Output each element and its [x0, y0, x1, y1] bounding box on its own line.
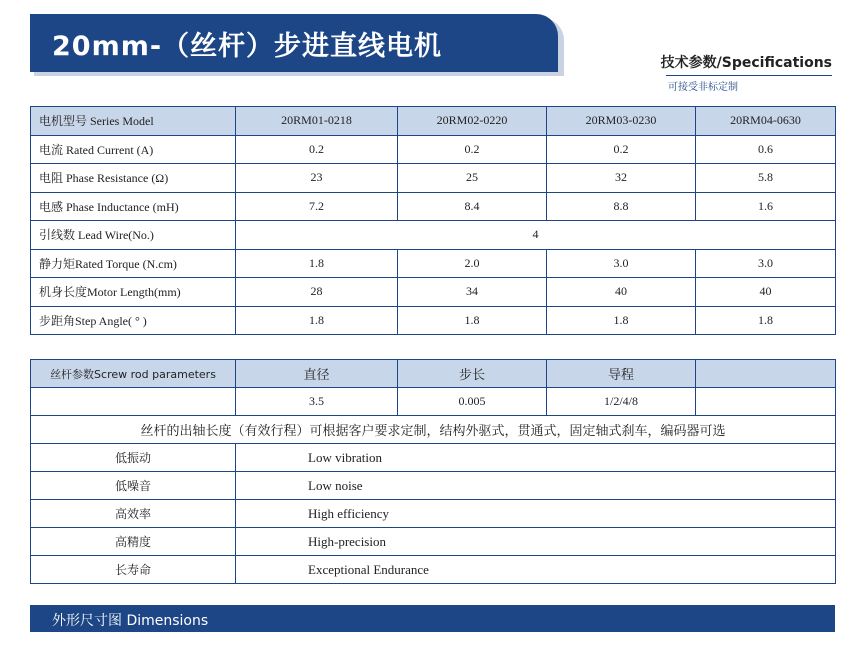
column-header: 20RM02-0220: [398, 107, 547, 136]
column-header: 丝杆参数Screw rod parameters: [31, 360, 236, 388]
row-label: 电阻 Phase Resistance (Ω): [31, 164, 236, 193]
specifications-divider: [666, 75, 832, 76]
table-cell: 8.8: [547, 192, 696, 221]
table-row: [31, 278, 836, 307]
table-cell: 7.2: [236, 192, 398, 221]
feature-row: [31, 500, 836, 528]
spec-table-header-row: [31, 107, 836, 136]
table-cell: 0.2: [398, 135, 547, 164]
table-row: [31, 306, 836, 335]
feature-row: [31, 444, 836, 472]
table-row: [31, 135, 836, 164]
screw-table-header-row: [31, 360, 836, 388]
table-cell: [696, 388, 836, 416]
table-cell: 3.0: [547, 249, 696, 278]
table-cell: 3.5: [236, 388, 398, 416]
table-cell: 40: [547, 278, 696, 307]
feature-label: 长寿命: [31, 556, 236, 584]
table-cell: 0.6: [696, 135, 836, 164]
screw-rod-table: [30, 359, 836, 584]
column-header: 步长: [398, 360, 547, 388]
table-cell: 0.2: [236, 135, 398, 164]
feature-row: [31, 556, 836, 584]
feature-value: Low vibration: [236, 444, 836, 472]
table-row: [31, 164, 836, 193]
table-cell: 2.0: [398, 249, 547, 278]
page-title: 20mm-（丝杆）步进直线电机: [52, 31, 443, 62]
table-cell: 1.8: [696, 306, 836, 335]
row-label: 静力矩Rated Torque (N.cm): [31, 249, 236, 278]
table-cell: 3.0: [696, 249, 836, 278]
feature-label: 高精度: [31, 528, 236, 556]
column-header: [696, 360, 836, 388]
table-cell: [31, 388, 236, 416]
row-label: 电流 Rated Current (A): [31, 135, 236, 164]
spec-table: [30, 106, 836, 335]
specifications-heading: 技术参数/Specifications: [660, 55, 832, 71]
customization-note: 丝杆的出轴长度（有效行程）可根据客户要求定制，结构外驱式，贯通式，固定轴式刹车，编码器可选: [31, 416, 836, 444]
table-row: [31, 192, 836, 221]
table-cell: 25: [398, 164, 547, 193]
feature-value: High efficiency: [236, 500, 836, 528]
table-row: [31, 416, 836, 444]
table-row: [31, 388, 836, 416]
table-cell: 32: [547, 164, 696, 193]
row-label: 机身长度Motor Length(mm): [31, 278, 236, 307]
feature-label: 低振动: [31, 444, 236, 472]
table-cell: 1.8: [236, 249, 398, 278]
feature-value: Exceptional Endurance: [236, 556, 836, 584]
specifications-subtitle: 可接受非标定制: [668, 82, 738, 93]
feature-row: [31, 472, 836, 500]
table-cell: 5.8: [696, 164, 836, 193]
table-cell: 23: [236, 164, 398, 193]
table-cell-merged: 4: [236, 221, 836, 250]
feature-value: Low noise: [236, 472, 836, 500]
table-cell: 0.2: [547, 135, 696, 164]
row-label: 引线数 Lead Wire(No.): [31, 221, 236, 250]
table-cell: 1/2/4/8: [547, 388, 696, 416]
table-cell: 0.005: [398, 388, 547, 416]
table-row: [31, 249, 836, 278]
table-cell: 28: [236, 278, 398, 307]
table-cell: 1.6: [696, 192, 836, 221]
table-cell: 40: [696, 278, 836, 307]
table-cell: 34: [398, 278, 547, 307]
table-cell: 1.8: [547, 306, 696, 335]
column-header: 20RM03-0230: [547, 107, 696, 136]
table-row: [31, 221, 836, 250]
column-header: 电机型号 Series Model: [31, 107, 236, 136]
row-label: 电感 Phase Inductance (mH): [31, 192, 236, 221]
column-header: 20RM01-0218: [236, 107, 398, 136]
feature-label: 低噪音: [31, 472, 236, 500]
dimensions-heading: 外形尺寸图 Dimensions: [52, 613, 209, 629]
feature-label: 高效率: [31, 500, 236, 528]
column-header: 直径: [236, 360, 398, 388]
feature-row: [31, 528, 836, 556]
row-label: 步距角Step Angle( ° ): [31, 306, 236, 335]
table-cell: 1.8: [236, 306, 398, 335]
column-header: 20RM04-0630: [696, 107, 836, 136]
table-cell: 1.8: [398, 306, 547, 335]
column-header: 导程: [547, 360, 696, 388]
table-cell: 8.4: [398, 192, 547, 221]
feature-value: High-precision: [236, 528, 836, 556]
